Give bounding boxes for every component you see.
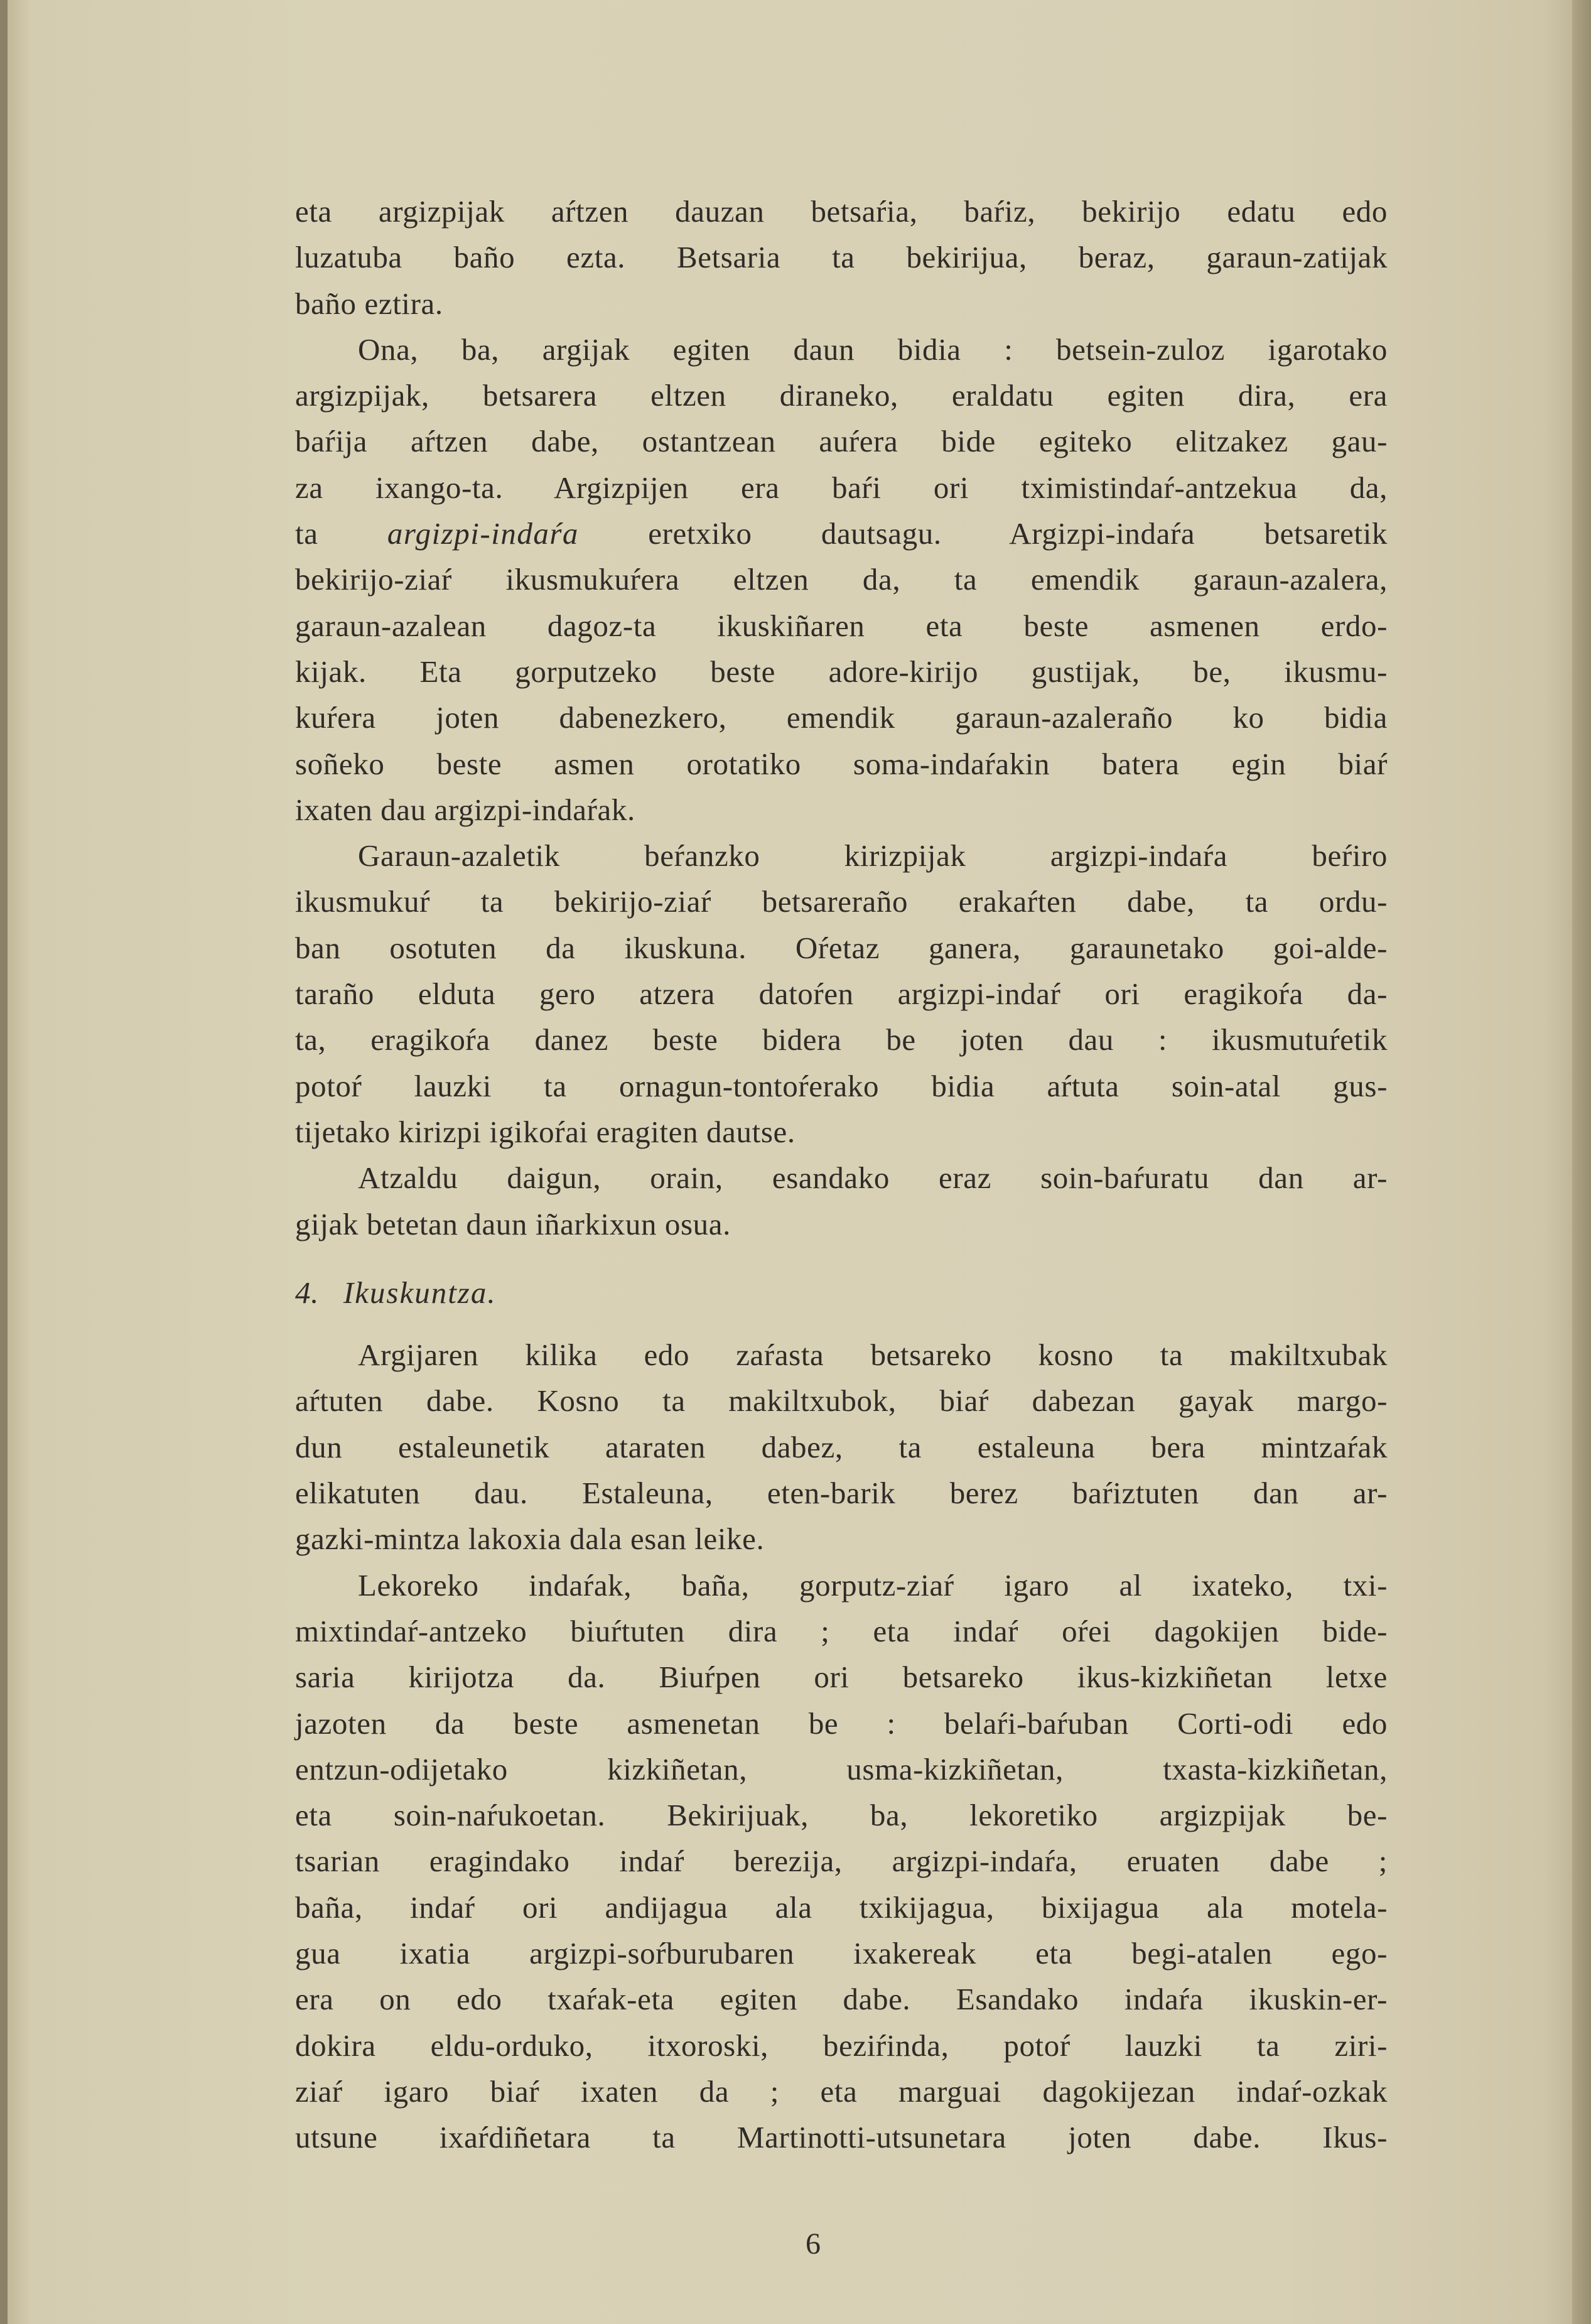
text-line: dun estaleunetik ataraten dabez, ta estaleuna bera mintzaŕak [295,1429,1388,1464]
text-line: ikusmukuŕ ta bekirijo-ziaŕ betsareraño erakaŕten dabe, ta ordu- [295,884,1388,919]
text-line: baño eztira. [295,286,443,321]
text-line: era on edo txaŕak-eta egiten dabe. Esandako indaŕa ikuskin-er- [295,1982,1388,2017]
text-line: Ona, ba, argijak egiten daun bidia : betsein-zuloz igarotako [358,332,1388,367]
text-line: aŕtuten dabe. Kosno ta makiltxubok, biaŕ dabezan gayak margo- [295,1383,1388,1419]
text-line: argizpijak, betsarera eltzen diraneko, eraldatu egiten dira, era [295,378,1388,413]
text-line: garaun-azalean dagoz-ta ikuskiñaren eta beste asmenen erdo- [295,608,1388,643]
text-line: gazki-mintza lakoxia dala esan leike. [295,1521,765,1557]
text-line: ziaŕ igaro biaŕ ixaten da ; eta marguai dagokijezan indaŕ-ozkak [295,2073,1388,2109]
text-line: taraño elduta gero atzera datoŕen argizpi-indaŕ ori eragikoŕa da- [295,976,1388,1012]
text-line-with-term: ta argizpi-indaŕa eretxiko dautsagu. Argizpi-indaŕa betsaretik [295,516,1388,551]
text-line: za ixango-ta. Argizpijen era baŕi ori tximistindaŕ-antzekua da, [295,470,1388,505]
section-heading [295,1270,1388,1316]
text-line: gijak betetan daun iñarkixun osua. [295,1206,731,1241]
page-number: 6 [806,2227,821,2261]
text-line: gua ixatia argizpi-soŕburubaren ixakereak eta begi-atalen ego- [295,1935,1388,1970]
text-line: luzatuba baño ezta. Betsaria ta bekirijua, beraz, garaun-zatijak [295,240,1388,275]
text-line: baña, indaŕ ori andijagua ala txikijagua, bixijagua ala motela- [295,1889,1388,1925]
text-line: Lekoreko indaŕak, baña, gorputz-ziaŕ igaro al ixateko, txi- [358,1567,1388,1602]
text-line: tijetako kirizpi igikoŕai eragiten dautse. [295,1114,796,1149]
text-line: eta soin-naŕukoetan. Bekirijuak, ba, lekoretiko argizpijak be- [295,1798,1388,1833]
text-line: entzun-odijetako kizkiñetan, usma-kizkiñetan, txasta-kizkiñetan, [295,1751,1388,1786]
text-line: ban osotuten da ikuskuna. Oŕetaz ganera, garaunetako goi-alde- [295,930,1388,965]
text-line: ta, eragikoŕa danez beste bidera be joten dau : ikusmutuŕetik [295,1022,1388,1057]
text-line: eta argizpijak aŕtzen dauzan betsaŕia, baŕiz, bekirijo edatu edo [295,194,1388,229]
text-line: kijak. Eta gorputzeko beste adore-kirijo gustijak, be, ikusmu- [295,654,1388,689]
text-line: bekirijo-ziaŕ ikusmukuŕera eltzen da, ta emendik garaun-azalera, [295,562,1388,597]
page-edge-left [0,0,8,2324]
page-edge-right [1572,0,1591,2324]
text-line: dokira eldu-orduko, itxoroski, beziŕinda, potoŕ lauzki ta ziri- [295,2028,1388,2063]
text-line: kuŕera joten dabenezkero, emendik garaun-azaleraño ko bidia [295,700,1388,735]
text-line: ixaten dau argizpi-indaŕak. [295,792,635,827]
text-line: saria kirijotza da. Biuŕpen ori betsareko ikus-kizkiñetan letxe [295,1660,1388,1695]
text-line: potoŕ lauzki ta ornagun-tontoŕerako bidia aŕtuta soin-atal gus- [295,1068,1388,1103]
text-line: baŕija aŕtzen dabe, ostantzean auŕera bide egiteko elitzakez gau- [295,424,1388,459]
text-line: soñeko beste asmen orotatiko soma-indaŕakin batera egin biaŕ [295,746,1388,781]
text-line: Atzaldu daigun, orain, esandako eraz soin-baŕuratu dan ar- [358,1160,1388,1196]
section-title: Ikuskuntza. [343,1275,497,1310]
text-line: mixtindaŕ-antzeko biuŕtuten dira ; eta indaŕ oŕei dagokijen bide- [295,1613,1388,1648]
text-line: Argijaren kilika edo zaŕasta betsareko kosno ta makiltxubak [358,1338,1388,1373]
text-line: jazoten da beste asmenetan be : belaŕi-baŕuban Corti-odi edo [295,1705,1388,1741]
section-number: 4. [295,1275,319,1310]
text-line: Garaun-azaletik beŕanzko kirizpijak argizpi-indaŕa beŕiro [358,838,1388,873]
text-line: tsarian eragindako indaŕ berezija, argizpi-indaŕa, eruaten dabe ; [295,1844,1388,1879]
text-line: elikatuten dau. Estaleuna, eten-barik berez baŕiztuten dan ar- [295,1476,1388,1511]
body-text [295,188,1388,2160]
text-line: utsune ixaŕdiñetara ta Martinotti-utsunetara joten dabe. Ikus- [295,2120,1388,2155]
italic-term: argizpi-indaŕa [387,516,579,551]
